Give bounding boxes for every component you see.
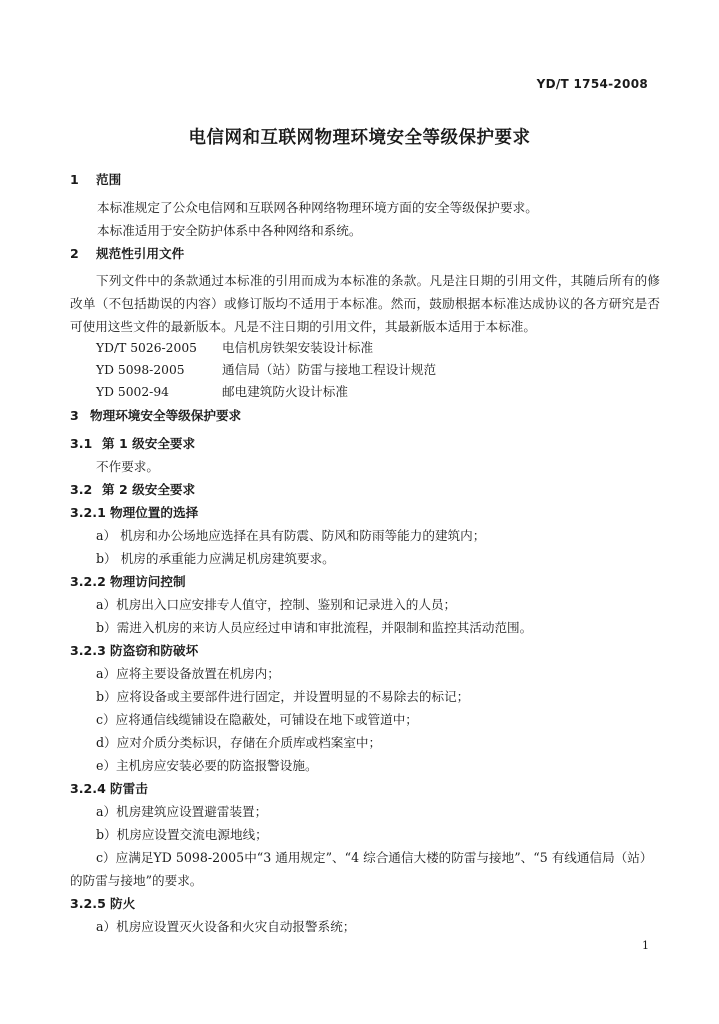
list-item: a）机房建筑应设置避雷装置； [96, 804, 268, 819]
reference-name: 通信局（站）防雷与接地工程设计规范 [222, 362, 437, 377]
standard-code: YD/T 1754-2008 [536, 77, 648, 91]
page-number: 1 [642, 939, 649, 952]
reference-code: YD 5098-2005 [96, 363, 185, 377]
section-heading-3-2-5: 3.2.5 防火 [70, 896, 136, 911]
list-item: b）需进入机房的来访人员应经过申请和审批流程，并限制和监控其活动范围。 [96, 620, 533, 635]
list-item: b）应将设备或主要部件进行固定，并设置明显的不易除去的标记； [96, 689, 470, 704]
list-item: d）应对介质分类标识，存储在介质库或档案室中； [96, 735, 382, 750]
reference-name: 电信机房铁架安装设计标准 [222, 340, 374, 355]
list-item: a） 机房和办公场地应选择在具有防震、防风和防雨等能力的建筑内； [96, 528, 486, 543]
list-item-continuation: 的防雷与接地”的要求。 [70, 873, 203, 888]
section-heading-3-2-3: 3.2.3 防盗窃和防破坏 [70, 643, 199, 658]
document-title: 电信网和互联网物理环境安全等级保护要求 [188, 128, 531, 148]
list-item: b） 机房的承重能力应满足机房建筑要求。 [96, 551, 335, 566]
references-paragraph: 下列文件中的条款通过本标准的引用而成为本标准的条款。凡是注日期的引用文件，其随后所有的修改单（不包括勘误的内容）或修订版均不适用于本标准。然而，鼓励根据本标准达成协议的各方研究是否可使用这些文件的最新版本。凡是不注日期的引用文件，其最新版本适用于本标准。 [70, 273, 660, 334]
list-item: a）机房出入口应安排专人值守，控制、鉴别和记录进入的人员； [96, 597, 457, 612]
list-item: a）应将主要设备放置在机房内； [96, 666, 280, 681]
reference-code: YD/T 5026-2005 [96, 341, 197, 355]
list-item: b）机房应设置交流电源地线； [96, 827, 268, 842]
paragraph: 不作要求。 [96, 459, 159, 474]
section-heading-3-2-4: 3.2.4 防雷击 [70, 781, 148, 796]
section-heading-3-2-2: 3.2.2 物理访问控制 [70, 574, 186, 589]
section-heading-3-2-1: 3.2.1 物理位置的选择 [70, 505, 199, 520]
reference-code: YD 5002-94 [96, 385, 169, 399]
section-heading-3: 3 物理环境安全等级保护要求 [70, 408, 242, 423]
section-heading-3-1: 3.1 第 1 级安全要求 [70, 436, 196, 451]
section-heading-3-2: 3.2 第 2 级安全要求 [70, 482, 196, 497]
list-item: c）应满足YD 5098-2005中“3 通用规定”、“4 综合通信大楼的防雷与接地”、“5 有线通信局（站） [96, 850, 653, 865]
paragraph: 本标准规定了公众电信网和互联网各种网络物理环境方面的安全等级保护要求。 [97, 200, 538, 215]
reference-name: 邮电建筑防火设计标准 [222, 384, 348, 399]
section-heading-1: 1 范围 [70, 172, 122, 187]
section-heading-2: 2 规范性引用文件 [70, 246, 185, 261]
list-item: c）应将通信线缆铺设在隐蔽处，可铺设在地下或管道中； [96, 712, 418, 727]
paragraph: 本标准适用于安全防护体系中各种网络和系统。 [97, 223, 362, 238]
list-item: e）主机房应安装必要的防盗报警设施。 [96, 758, 318, 773]
list-item: a）机房应设置灭火设备和火灾自动报警系统； [96, 919, 356, 934]
